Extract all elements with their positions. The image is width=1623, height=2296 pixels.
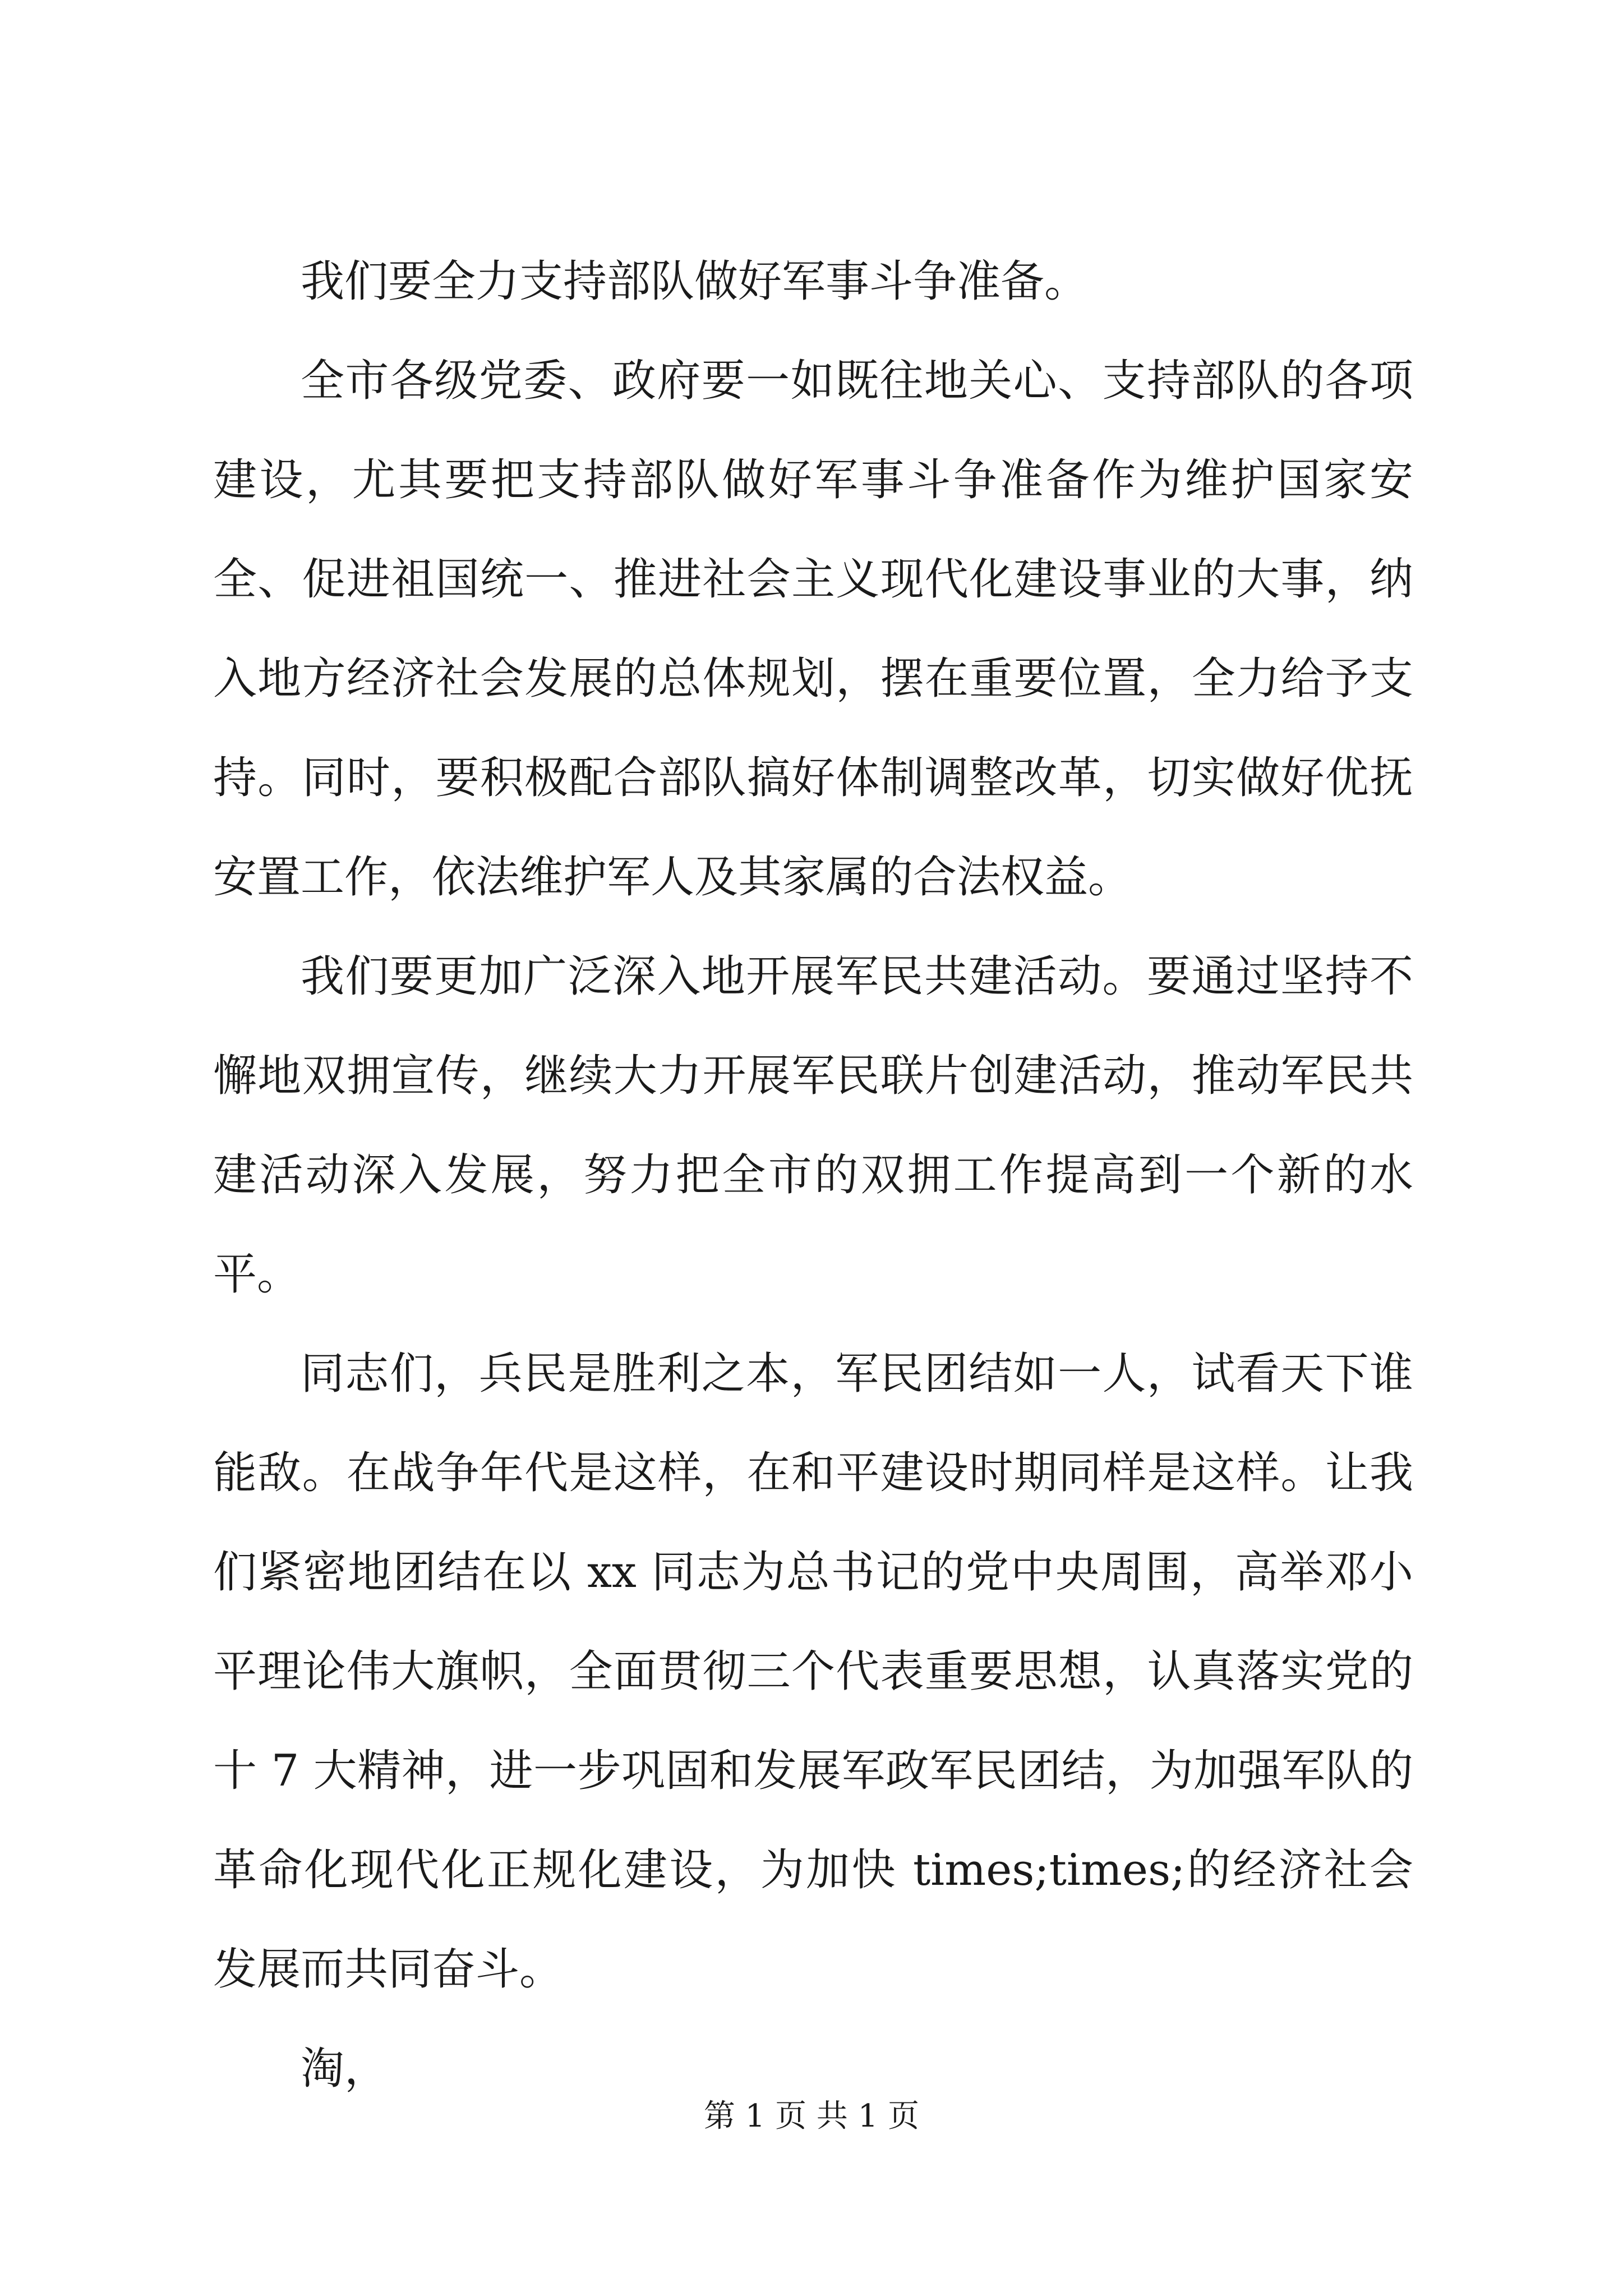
page-footer: 第 1 页 共 1 页: [703, 2098, 920, 2134]
paragraph: 同志们，兵民是胜利之本，军民团结如一人，试看天下谁能敌。在战争年代是这样，在和平建设时期同样是这样。让我们紧密地团结在以 xx 同志为总书记的党中央周围，高举邓小平理论伟大旗帜，全面贯彻三个代表重要思想，认真落实党的十 7 大精神，进一步巩固和发展军政军民团结，为加强军队的革命化现代化正规化建设，为加快 times;times;的经济社会发展而共同奋斗。: [213, 1349, 1413, 1995]
document-body: [213, 232, 1413, 2119]
paragraph: 全市各级党委、政府要一如既往地关心、支持部队的各项建设，尤其要把支持部队做好军事斗争准备作为维护国家安全、促进祖国统一、推进社会主义现代化建设事业的大事，纳入地方经济社会发展的总体规划，摆在重要位置，全力给予支持。同时，要积极配合部队搞好体制调整改革，切实做好优抚安置工作，依法维护军人及其家属的合法权益。: [213, 356, 1413, 903]
paragraph: 淘，: [301, 2044, 389, 2094]
paragraph: 我们要更加广泛深入地开展军民共建活动。要通过坚持不懈地双拥宣传，继续大力开展军民联片创建活动，推动军民共建活动深入发展，努力把全市的双拥工作提高到一个新的水平。: [213, 951, 1413, 1300]
paragraph: 我们要全力支持部队做好军事斗争准备。: [301, 256, 1089, 307]
